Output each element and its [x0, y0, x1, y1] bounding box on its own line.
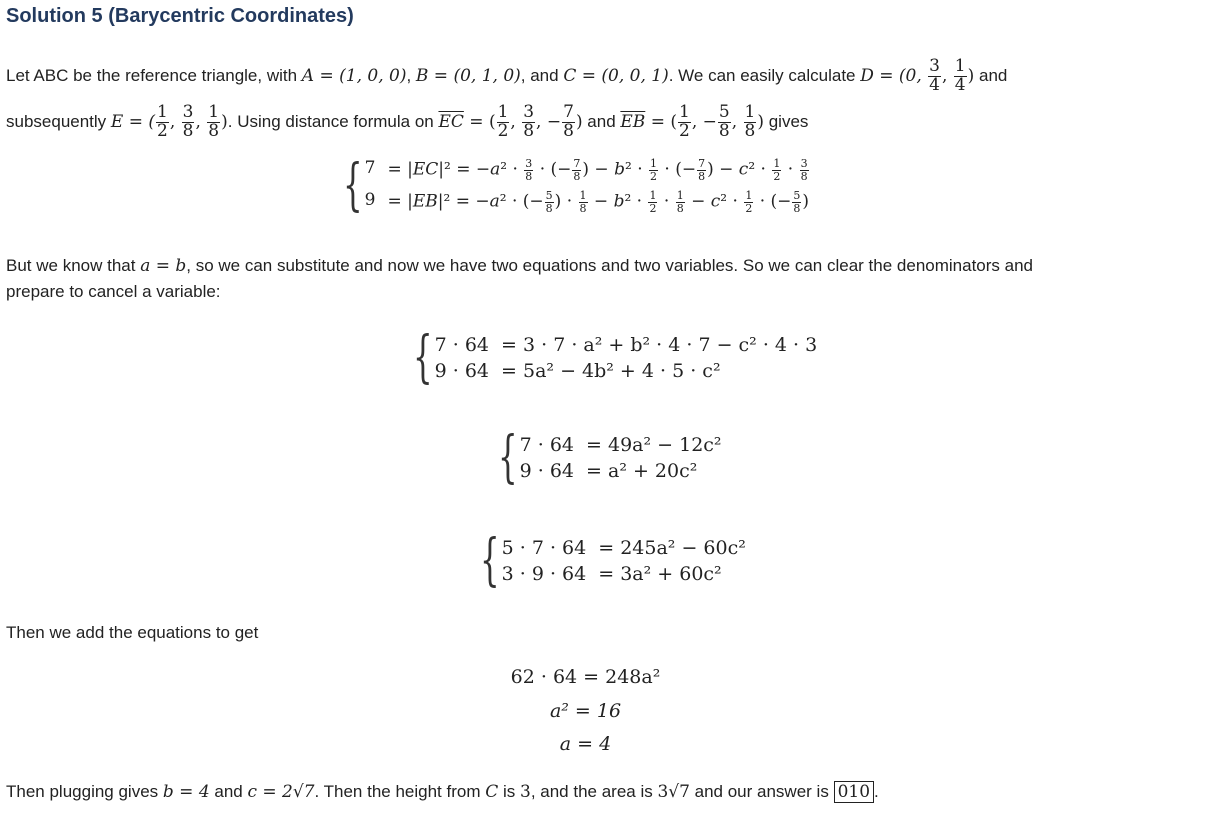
final-equation-2: a² = 16 [549, 700, 622, 722]
a-equals-b-math: a = b [140, 256, 187, 276]
final-equation-3: a = 4 [559, 733, 612, 755]
distance-paragraph: subsequently E = ( $\frac{1}{2}$ , $\frac{3}{8}$ , $\frac{1}{8}$ ). Using distance formula on $\overline{EC}$ = ( $\frac{1}{2}$ , $\frac{3}{8}$ , − $\frac{7}{8}$ ) and $\overline{EB}$ = ( $\frac{1}{2}$ , − $\frac{5}{8}$ , $\frac{1}{8}$ ) gives [6, 102, 809, 141]
equation-system-2: { 7 · 64 = 3 · 7 · a² + b² · 4 · 7 − c² · 4 · 3 9 · 64 = 5a² − 4b² + 4 · 5 · c² [413, 325, 818, 390]
intro-paragraph: Let ABC be the reference triangle, with A = (1, 0, 0), B = (0, 1, 0), and C = (0, 0, 1). We can easily calculate D = (0, $\frac{3}{4}$ , $\frac{1}{4}$ ) and [6, 56, 1008, 95]
equation-system-3: { 7 · 64 = 49a² − 12c² 9 · 64 = a² + 20c² [498, 425, 722, 490]
equation-system-4: { 5 · 7 · 64 = 245a² − 60c² 3 · 9 · 64 = 3a² + 60c² [480, 528, 746, 593]
page-title: Solution 5 (Barycentric Coordinates) [6, 5, 354, 27]
area-value: 3√7 [657, 782, 690, 802]
add-equations-text: Then we add the equations to get [6, 623, 259, 642]
answer-box: 010 [834, 781, 874, 803]
final-equation-1: 62 · 64 = 248a² [510, 666, 661, 688]
c-value-math: c = 2√7 [247, 782, 315, 802]
equation-system-1: { 7 = |EC|² = −a² · $\frac{3}{8}$ · (− $\frac{7}{8}$ ) − b² · $\frac{1}{2}$ · (− $\frac{7}{8}$ ) − c² · $\frac{1}{2}$ · $\frac{3}{8}$ 9 = |EB|² = −a² · (− $\frac{5}{8}$ ) · $\frac{1}{8}$ − b² · $\frac{1}{2}$ · $\frac{1}{8}$ − c² · $\frac{1}{2}$ · (− $\frac{5}{8}$ ) [343, 153, 810, 219]
point-d-math: D = (0, $\frac{3}{4}$ , $\frac{1}{4}$ ) [860, 56, 975, 95]
vertex-c-math: C [485, 782, 499, 802]
substitution-paragraph: But we know that a = b, so we can substitute and now we have two equations and two variables. So we can clear the denominators and prepare to cancel a variable: [6, 256, 1033, 301]
b-value-math: b = 4 [162, 782, 210, 802]
point-c-math: C = (0, 0, 1) [563, 65, 669, 86]
point-b-math: B = (0, 1, 0) [415, 65, 521, 86]
height-value: 3 [519, 782, 531, 802]
point-a-math: A = (1, 0, 0) [301, 65, 407, 86]
conclusion-paragraph: Then plugging gives b = 4 and c = 2√7. Then the height from C is 3, and the area is 3√7 and our answer is 010 . [6, 782, 879, 802]
vector-ec-math: $\overline{EC}$ = ( $\frac{1}{2}$ , $\frac{3}{8}$ , − $\frac{7}{8}$ ) [438, 102, 583, 141]
vector-eb-math: $\overline{EB}$ = ( $\frac{1}{2}$ , − $\frac{5}{8}$ , $\frac{1}{8}$ ) [620, 102, 764, 141]
point-e-math: E = ( $\frac{1}{2}$ , $\frac{3}{8}$ , $\frac{1}{8}$ ) [110, 102, 228, 141]
